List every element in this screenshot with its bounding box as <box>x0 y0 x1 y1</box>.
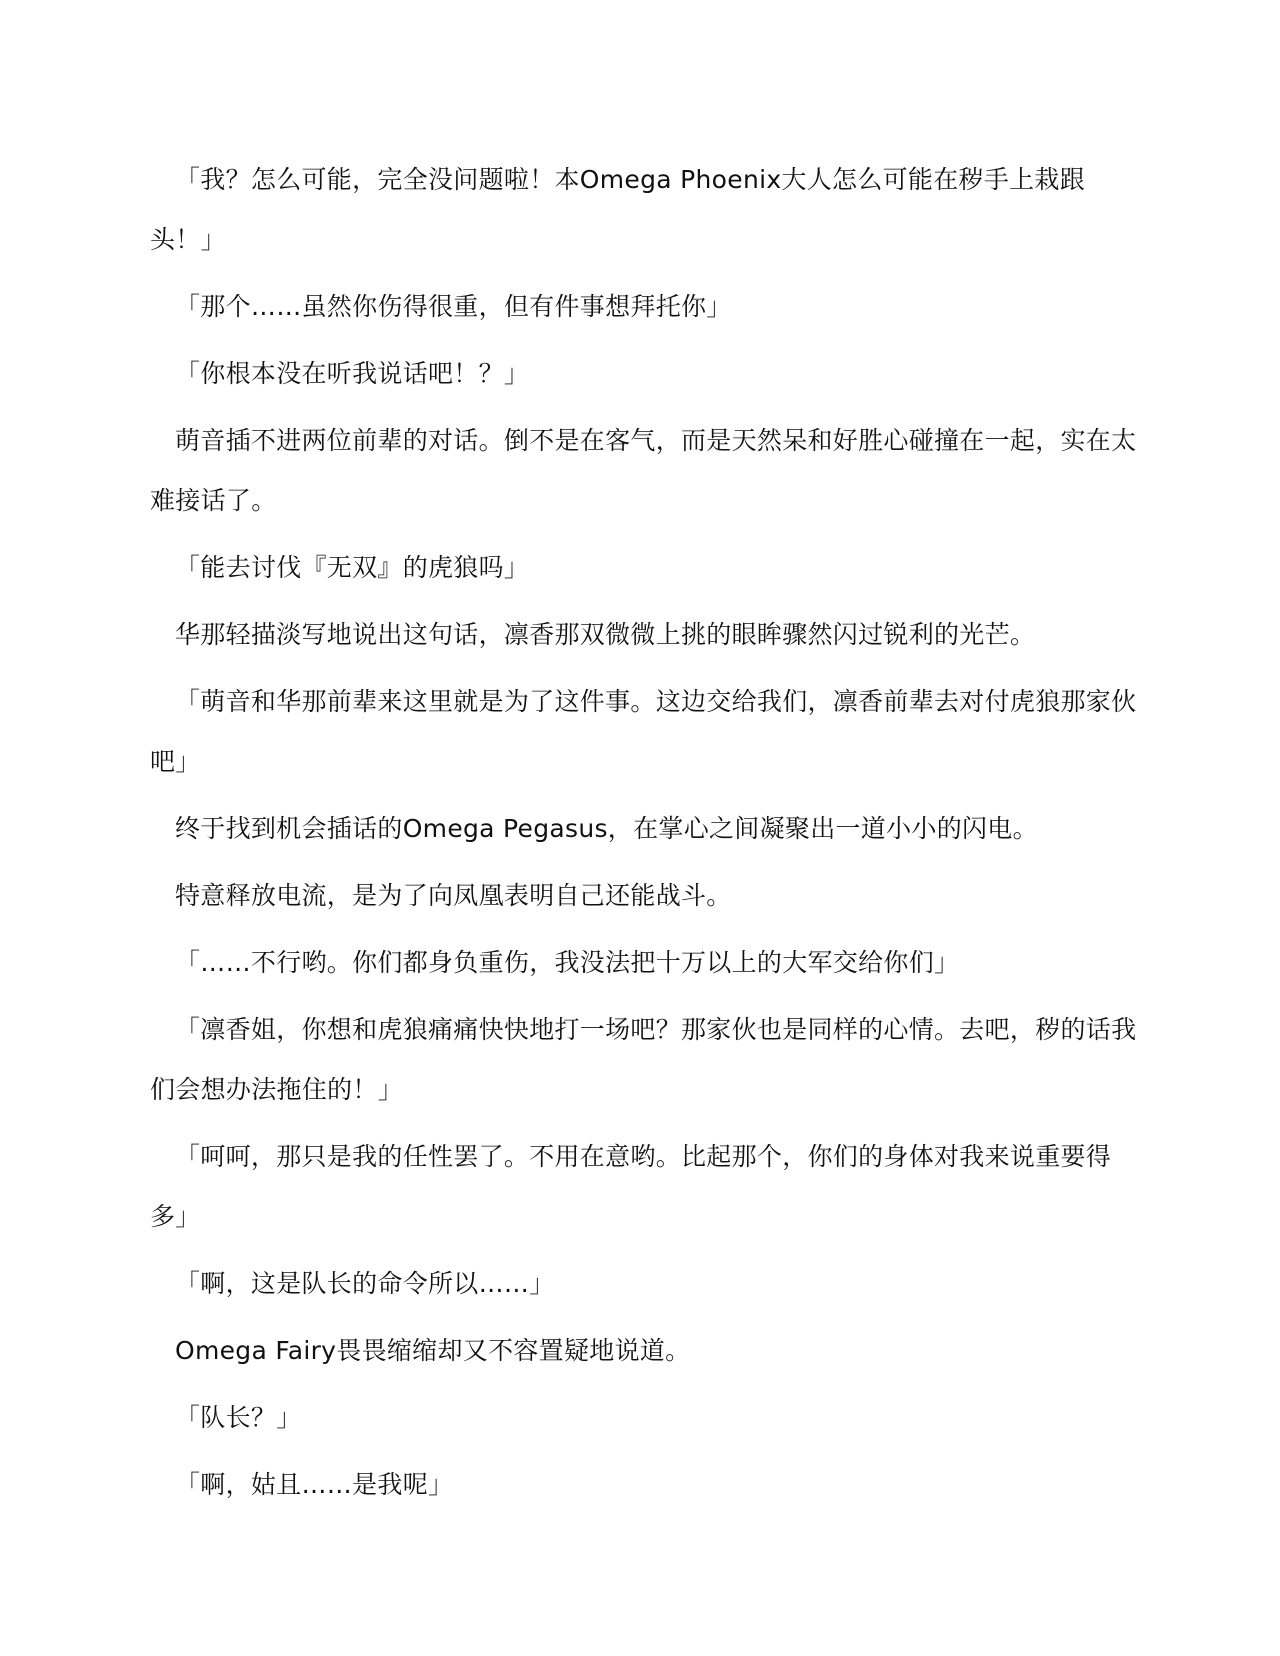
paragraph-3: 「你根本没在听我说话吧！？」 <box>175 359 530 388</box>
paragraph-15: 「队长？」 <box>175 1403 302 1432</box>
paragraph-6: 华那轻描淡写地说出这句话，凛香那双微微上挑的眼眸骤然闪过锐利的光芒。 <box>175 620 1036 649</box>
paragraph-5: 「能去讨伐『无双』的虎狼吗」 <box>175 553 530 582</box>
paragraph-16: 「啊，姑且……是我呢」 <box>175 1470 454 1499</box>
paragraph-12: 「呵呵，那只是我的任性罢了。不用在意哟。比起那个，你们的身体对我来说重要得多」 <box>150 1142 1112 1231</box>
paragraph-11: 「凛香姐，你想和虎狼痛痛快快地打一场吧？那家伙也是同样的心情。去吧，秽的话我们会想办法拖住的！」 <box>150 1015 1137 1104</box>
paragraph-2: 「那个……虽然你伤得很重，但有件事想拜托你」 <box>175 292 732 321</box>
paragraph-13: 「啊，这是队长的命令所以……」 <box>175 1269 555 1298</box>
paragraph-7: 「萌音和华那前辈来这里就是为了这件事。这边交给我们，凛香前辈去对付虎狼那家伙吧」 <box>150 687 1137 776</box>
paragraph-10: 「……不行哟。你们都身负重伤，我没法把十万以上的大军交给你们」 <box>175 948 960 977</box>
paragraph-1: 「我？怎么可能，完全没问题啦！本Omega Phoenix大人怎么可能在秽手上栽跟头！」 <box>150 165 1086 254</box>
paragraph-8: 终于找到机会插话的Omega Pegasus，在掌心之间凝聚出一道小小的闪电。 <box>175 814 1038 843</box>
paragraph-4: 萌音插不进两位前辈的对话。倒不是在客气，而是天然呆和好胜心碰撞在一起，实在太难接话了。 <box>150 426 1137 515</box>
paragraph-9: 特意释放电流，是为了向凤凰表明自己还能战斗。 <box>175 881 732 910</box>
paragraph-14: Omega Fairy畏畏缩缩却又不容置疑地说道。 <box>175 1336 691 1365</box>
body-text <box>150 150 1140 1522</box>
